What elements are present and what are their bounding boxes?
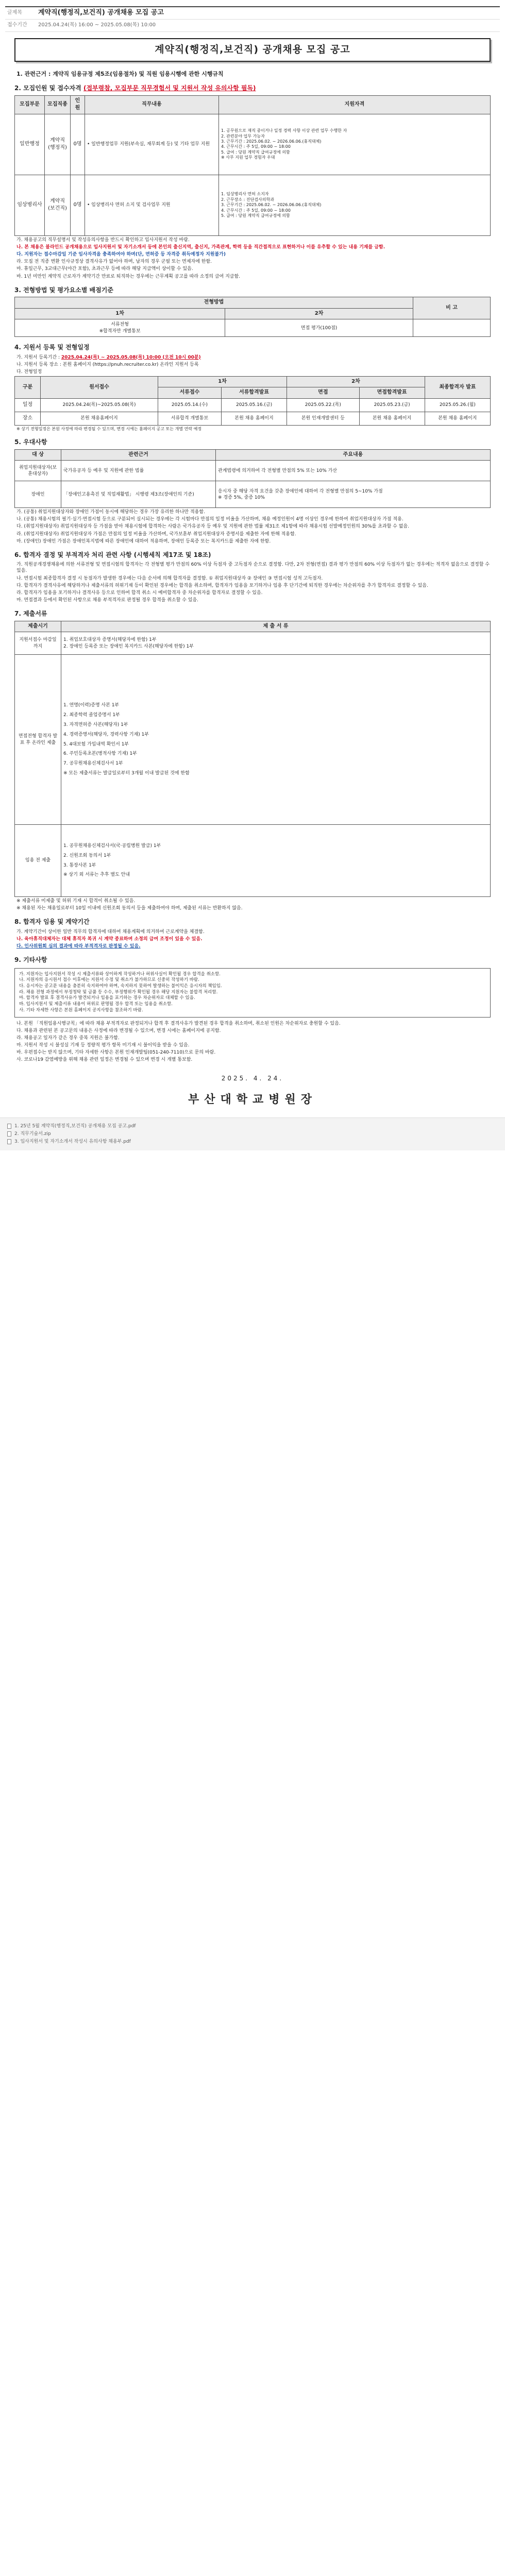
schedule-place-row <box>15 412 491 425</box>
schedule-cell: 본원 채용 홈페이지 <box>359 412 425 425</box>
attachment-link[interactable] <box>7 1131 498 1138</box>
post-period-row <box>5 20 500 32</box>
screening-note-header: 비 고 <box>413 297 491 319</box>
preference-header: 주요내용 <box>216 449 491 461</box>
apply-method-value[interactable]: 본원 홈페이지 (https://pnuh.recruiter.co.kr) 온라인 지원서 등록 <box>62 362 199 367</box>
preference-target: 취업지원대상자(보훈대상자) <box>15 461 61 481</box>
recruit-table <box>14 95 491 236</box>
schedule-cell: 2025.05.22.(목) <box>287 398 359 412</box>
section-1: 1. 관련근거 : 계약직 임용규정 제5조(임용절차) 및 직원 임용시행에 관한 시행규칙 <box>16 70 224 77</box>
section-6-heading: 6. 합격자 결정 및 부적격자 처리 관련 사항 (시행세칙 제17조 및 18조) <box>14 551 211 558</box>
misc-note-line: 가. 지원자는 입사지원서 작성 시 제출서류와 상이하게 작성하거나 허위사실이 확인될 경우 합격을 취소함. <box>19 971 221 977</box>
section-9-heading: 9. 기타사항 <box>14 956 47 964</box>
screening-stage: 1차 <box>15 308 225 319</box>
misc-note-line: 마. 합격자 발표 후 결격사유가 발견되거나 임용을 포기하는 경우 차순위자로 대체할 수 있음. <box>19 995 195 1001</box>
schedule-cell: 본원 채용홈페이지 <box>41 412 158 425</box>
notice-document <box>14 38 491 1108</box>
schedule-header: 원서접수 <box>41 376 158 398</box>
misc-note-line: 다. 응시자는 공고문 내용을 충분히 숙지하여야 하며, 숙지하지 못하여 발생하는 불이익은 응시자의 책임임. <box>19 983 222 989</box>
issuer-name: 부산대학교병원장 <box>188 1093 317 1106</box>
documents-row <box>15 825 491 897</box>
file-icon <box>7 1139 11 1144</box>
documents-row <box>15 655 491 825</box>
recruit-header: 직무내용 <box>85 95 219 114</box>
documents-list: 1. 취업보호대상자 증명서(해당자에 한함) 1부 2. 장애인 등록증 또는 장애인 복지카드 사본(해당자에 한함) 1부 <box>61 632 491 655</box>
schedule-header: 최종합격자 발표 <box>425 376 490 398</box>
decision-item: 다. 합격자가 결격사유에 해당하거나 제출서류의 허위기재 등이 확인된 경우에는 합격을 취소하며, 합격자가 임용을 포기하거나 임용 후 단기간에 퇴직한 경우에는 차순위자를 추가 합격자로 결정할 수 있음. <box>16 583 428 588</box>
schedule-row-label: 일정 <box>15 398 41 412</box>
preference-main: 응시자 중 해당 자격 요건을 갖춘 장애인에 대하여 각 전형별 만점의 5~10% 가점 ※ 경증 5%, 중증 10% <box>216 481 491 508</box>
screening-header: 전형방법 <box>15 297 413 309</box>
apply-method <box>16 362 491 368</box>
schedule-cell: 2025.04.24(목)~2025.05.08(목) <box>41 398 158 412</box>
documents-when: 임용 전 제출 <box>15 825 61 897</box>
post-title-row <box>5 7 500 20</box>
schedule-subheader: 서류접수 <box>158 387 222 399</box>
preference-note: 가. (공통) 취업지원대상자와 장애인 가점이 동시에 해당하는 경우 가장 유리한 하나만 적용함. <box>16 510 205 515</box>
schedule-cell: 본원 인재개발센터 등 <box>287 412 359 425</box>
schedule-subheader: 면접합격발표 <box>359 387 425 399</box>
recruit-duty: • 임상병리사 면허 소지 및 검사업무 지원 <box>85 175 219 235</box>
section-2-heading <box>14 84 491 93</box>
recruit-qual: 1. 공무원으로 재직 중이거나 일정 경력 사항 이상 관련 업무 수행한 자 2. 관련분야 업무 가능자 3. 근무기간 : 2025.06.02. ~ 2026.06.06.(휴직대체) 4. 근무시간 : 주 5일, 09:00 ~ 18:00 5. 급여 : 당원 계약직 급여규정에 의함 ※ 사무 지원 업무 경험자 우대 <box>219 114 491 175</box>
screening-note-cell <box>413 319 491 337</box>
recruit-dept: 임상병리사 <box>15 175 45 235</box>
appointment-item: 다. 인사위원회 심의 결과에 따라 부적격자로 판정될 수 있음. <box>16 943 141 949</box>
attachment-link[interactable] <box>7 1123 498 1130</box>
preference-note: 나. (공통) 채용시험의 필기·실기·면접시험 등으로 구분되어 실시되는 경우에는 각 시험마다 만점의 일정 비율을 가산하며, 채용 예정인원이 4명 이상인 경우에 한하여 취업지원대상자 가점 적용. <box>16 517 403 522</box>
section-2-warning: (접부령참, 모집부문 직무경험서 및 지원서 작성 유의사항 필독) <box>83 84 256 92</box>
schedule-foot: ※ 상기 전형일정은 본원 사정에 따라 변경될 수 있으며, 변경 시에는 홈페이지 공고 또는 개별 연락 예정 <box>16 426 202 431</box>
preference-header: 관련근거 <box>61 449 216 461</box>
decision-item: 마. 면접결과 등에서 확인된 사항으로 채용 부적격자로 판정될 경우 합격을 취소할 수 있음. <box>16 598 199 603</box>
appointment-item: 나. 육아휴직대체자는 대체 휴직자 복귀 시 계약 종료하며 소정의 급여 조정이 있을 수 있음. <box>16 936 203 942</box>
apply-period-value: 2025.04.24(목) ~ 2025.05.08(목) 10:00 (오전 10시 00분) <box>61 354 201 360</box>
file-icon <box>7 1131 11 1137</box>
apply-period <box>16 354 491 361</box>
post-title-label: 글제목 <box>7 10 22 16</box>
recruit-duty: • 일반행정업무 지원(부속실, 재무회계 등) 및 기타 업무 지원 <box>85 114 219 175</box>
recruit-note: 가. 채용공고의 직무설명서 및 작성유의사항을 반드시 확인하고 입사지원서 작성 바람. <box>16 237 190 243</box>
schedule-subheader: 서류합격발표 <box>221 387 287 399</box>
recruit-dept: 일반행정 <box>15 114 45 175</box>
section-4-heading: 4. 지원서 등록 및 전형일정 <box>14 344 90 351</box>
misc-item: 다. 채용과 관련된 본 공고문의 내용은 사정에 따라 변경될 수 있으며, 변경 시에는 홈페이지에 공지함. <box>16 1028 221 1033</box>
screening-stage-desc: 면접 평가(100점) <box>225 319 413 337</box>
decision-item: 가. 직원공개경쟁채용에 의한 서류전형 및 면접시험의 합격자는 각 전형별 평가 만점의 60% 이상 득점자 중 고득점자 순으로 결정함. 다만, 2차 전형(면접) 결과 평가 만점의 60% 이상 득점자가 없는 경우에는 적격자 없음으로 결정할 수 있음. <box>16 562 490 574</box>
recruit-qual: 1. 임상병리사 면허 소지자 2. 근무장소 : 진단검사의학과 3. 근무기간 : 2025.06.02. ~ 2026.06.06.(휴직대체) 4. 근무시간 : 주 5일, 09:00 ~ 18:00 5. 급여 : 당원 계약직 급여규정에 의함 <box>219 175 491 235</box>
preference-basis: 국가유공자 등 예우 및 지원에 관한 법률 <box>61 461 216 481</box>
misc-item: 라. 채용공고 일자가 같은 경우 중복 지원은 불가함. <box>16 1035 120 1041</box>
preference-header-row <box>15 449 491 461</box>
misc-item: 바. 우편접수는 받지 않으며, 기타 자세한 사항은 본원 인재개발팀(051-240-7110)으로 문의 바람. <box>16 1050 216 1056</box>
schedule-cell: 2025.05.14.(수) <box>158 398 222 412</box>
file-icon <box>7 1124 11 1129</box>
misc-item: 사. 코로나19 감염예방을 위해 채용 관련 일정은 변경될 수 있으며 변경 시 개별 통보함. <box>16 1057 193 1063</box>
preference-row <box>15 461 491 481</box>
schedule-header: 구분 <box>15 376 41 398</box>
attachment-name: 3. 입사지원서 및 자기소개서 작성시 유의사항 채용부.pdf <box>14 1139 131 1144</box>
recruit-note: 다. 지원자는 접수마감일 기준 임사자격을 충족하여야 하며(단, 면허증 등 자격증 취득예정자 지원불가) <box>16 252 226 258</box>
schedule-header-row <box>15 376 491 387</box>
schedule-cell: 2025.05.16.(금) <box>221 398 287 412</box>
recruit-header-row <box>15 95 491 114</box>
post-title: 계약직(행정직,보건직) 공개채용 모집 공고 <box>38 9 164 17</box>
preference-target: 장애인 <box>15 481 61 508</box>
recruit-header: 모집직종 <box>45 95 71 114</box>
documents-header-row <box>15 621 491 632</box>
screening-table <box>14 297 491 337</box>
misc-note-line: 라. 채용 전형 과정에서 부정청탁 및 금품 등 수수, 부정행위가 확인될 경우 해당 지원자는 불합격 처리함. <box>19 989 218 995</box>
schedule-cell: 서류합격 개별통보 <box>158 412 222 425</box>
misc-note-line: 나. 지원자의 응시원서 접수 이후에는 지원서 수정 및 취소가 불가하므로 신중히 작성하기 바람. <box>19 977 199 983</box>
preference-basis: 「장애인고용촉진 및 직업재활법」 시행령 제3조(장애인의 기준) <box>61 481 216 508</box>
recruit-note: 바. 1년 미만인 계약직 근로자가 계약기간 만료로 퇴직하는 경우에는 근무계획 공고를 따라 소정의 급여 지급함. <box>16 274 241 279</box>
decision-item: 라. 합격자가 임용을 포기하거나 결격사유 등으로 인하여 합격 취소 시 예비합격자 중 차순위자를 합격자로 결정할 수 있음. <box>16 590 263 596</box>
misc-item: 마. 지원서 작성 시 불성실 기재 등 정량적 평가 항목 미기재 시 불이익을 받을 수 있음. <box>16 1042 190 1048</box>
documents-note: ※ 제출서류 미제출 및 허위 기재 시 합격이 취소될 수 있음. <box>16 899 136 904</box>
preference-note: 다. (취업지원대상자) 취업지원대상자 등 가점을 받아 채용시험에 합격하는 사람은 국가유공자 등 예우 및 지원에 관한 법률 제31조 제1항에 따라 채용시험 선발예정인원의 30%를 초과할 수 없음. <box>16 524 409 530</box>
documents-row <box>15 632 491 655</box>
documents-header: 제 출 서 류 <box>61 621 491 632</box>
recruit-type: 계약직(보건직) <box>45 175 71 235</box>
apply-period-label: 가. 지원서 등록기간 : <box>16 354 60 360</box>
schedule-cell: 본원 채용 홈페이지 <box>425 412 490 425</box>
misc-note-line: 바. 입사지원서 및 제출서류 내용이 허위로 판명될 경우 합격 또는 임용을 취소함. <box>19 1002 173 1007</box>
screening-header-row <box>15 297 491 309</box>
recruit-row <box>15 175 491 235</box>
post-meta <box>5 6 500 32</box>
section-2-title: 2. 모집인원 및 접수자격 <box>14 84 83 92</box>
recruit-header: 모집부문 <box>15 95 45 114</box>
document-title: 계약직(행정직,보건직) 공개채용 모집 공고 <box>14 38 491 62</box>
attachments <box>0 1117 505 1150</box>
schedule-header: 2차 <box>287 376 425 387</box>
misc-note-line: 사. 기타 자세한 사항은 본원 홈페이지 공지사항을 참조하기 바람. <box>19 1007 143 1013</box>
post-period-label: 접수기간 <box>7 22 27 28</box>
schedule-table <box>14 376 491 426</box>
preference-main: 관계법령에 의거하여 각 전형별 만점의 5% 또는 10% 가산 <box>216 461 491 481</box>
screening-stage: 2차 <box>225 308 413 319</box>
recruit-note: 마. 휴일근무, 3교대근무(야간 포함), 초과근무 등에 따라 해당 지급액이 상이할 수 있음. <box>16 266 193 272</box>
apply-method-label: 나. 지원서 등록 장소 : <box>16 362 61 367</box>
notice-date: 2025. 4. 24. <box>221 1075 284 1082</box>
preference-table <box>14 449 491 509</box>
screening-stage-desc: 서류전형 ※합격자만 개별통보 <box>15 319 225 337</box>
recruit-count: 0명 <box>71 114 85 175</box>
attachment-link[interactable] <box>7 1139 498 1145</box>
appointment-item: 가. 계약기간이 상이한 일반 직무의 합격자에 대하여 채용계획에 의거하여 근로계약을 체결함. <box>16 929 205 935</box>
recruit-header: 지원자격 <box>219 95 491 114</box>
section-5-heading: 5. 우대사항 <box>14 438 47 446</box>
attachment-name: 2. 직무기술서.zip <box>14 1131 51 1137</box>
preference-header: 대 상 <box>15 449 61 461</box>
documents-table <box>14 621 491 897</box>
documents-when: 면접전형 합격자 발표 후 온라인 제출 <box>15 655 61 825</box>
recruit-type: 계약직(행정직) <box>45 114 71 175</box>
schedule-cell: 2025.05.26.(월) <box>425 398 490 412</box>
documents-when: 지원서접수 마감일까지 <box>15 632 61 655</box>
section-7-heading: 7. 제출서류 <box>14 610 47 618</box>
recruit-row <box>15 114 491 175</box>
decision-item: 나. 면접시험 최종합격자 결정 시 동점자가 발생한 경우에는 다음 순서에 의해 합격자를 결정함. ① 취업지원대상자 ② 장애인 ③ 면접시험 성적 고득점자. <box>16 575 323 581</box>
recruit-count: 0명 <box>71 175 85 235</box>
schedule-header: 1차 <box>158 376 287 387</box>
attachment-name: 1. 25년 5월 계약직(행정직,보건직) 공개채용 모집 공고.pdf <box>14 1123 136 1129</box>
post-period: 2025.04.24(목) 16:00 ~ 2025.05.08(목) 10:00 <box>38 22 156 28</box>
schedule-cell: 2025.05.23.(금) <box>359 398 425 412</box>
schedule-date-row <box>15 398 491 412</box>
documents-list: 1. 공무원채용신체검사서(국·공립병원 발급) 1부 2. 신원조회 동의서 1부 3. 통장사본 1부 ※ 상기 외 서류는 추후 별도 안내 <box>61 825 491 897</box>
screening-desc-row <box>15 319 491 337</box>
section-3-heading: 3. 전형방법 및 평가요소별 배점기준 <box>14 286 113 294</box>
schedule-label: 다. 전형일정 <box>16 369 42 375</box>
misc-note-box <box>14 968 491 1018</box>
recruit-header: 인원 <box>71 95 85 114</box>
schedule-cell: 본원 채용 홈페이지 <box>221 412 287 425</box>
schedule-row-label: 장소 <box>15 412 41 425</box>
schedule-subheader: 면접 <box>287 387 359 399</box>
section-8-heading: 8. 합격자 임용 및 계약기간 <box>14 918 90 926</box>
documents-header: 제출시기 <box>15 621 61 632</box>
preference-note: 라. (취업지원대상자) 취업지원대상자 가점은 만점의 일정 비율을 가산하며, 국가보훈부 취업지원대상자 증명서를 제출한 자에 한해 적용함. <box>16 531 296 537</box>
documents-list: 1. 연명(이력)증명 사본 1부 2. 최종학력 졸업증명서 1부 3. 자격면허증 사본(해당자) 1부 4. 경력증명서(해당자, 경력사항 기재) 1부 5. 4대보험 가입내역 확인서 1부 6. 주민등록초본(병적사항 기재) 1부 7. 공무원채용신체검사서 1부 ※ 모든 제출서류는 발급일로부터 3개월 이내 발급된 것에 한함 <box>61 655 491 825</box>
misc-item: 나. 본원 「직원임용시행규칙」에 따라 채용 부적격자로 판정되거나 합격 후 결격사유가 발견된 경우 합격을 취소하며, 취소된 인원은 차순위자로 충원할 수 있음. <box>16 1021 341 1026</box>
documents-note: ※ 채용된 자는 채용일로부터 10일 이내에 신원조회 동의서 등을 제출하여야 하며, 제출된 서류는 반환하지 않음. <box>16 906 243 911</box>
preference-row <box>15 481 491 508</box>
preference-note: 마. (장애인) 장애인 가점은 장애인복지법에 따른 장애인에 대하여 적용하며, 장애인 등록증 또는 복지카드를 제출한 자에 한함. <box>16 538 271 544</box>
recruit-note: 나. 본 채용은 블라인드 공개채용으로 입사지원서 및 자기소개서 등에 본인의 출신지역, 출신지, 가족관계, 학력 등을 직간접적으로 표현하거나 이를 유추할 수 있는 내용 기재를 금함. <box>16 245 385 250</box>
recruit-note: 라. 모집 전 직종 변환 인사규정상 결격사유가 없어야 하며, 남자의 경우 군필 또는 면제자에 한함. <box>16 259 212 265</box>
